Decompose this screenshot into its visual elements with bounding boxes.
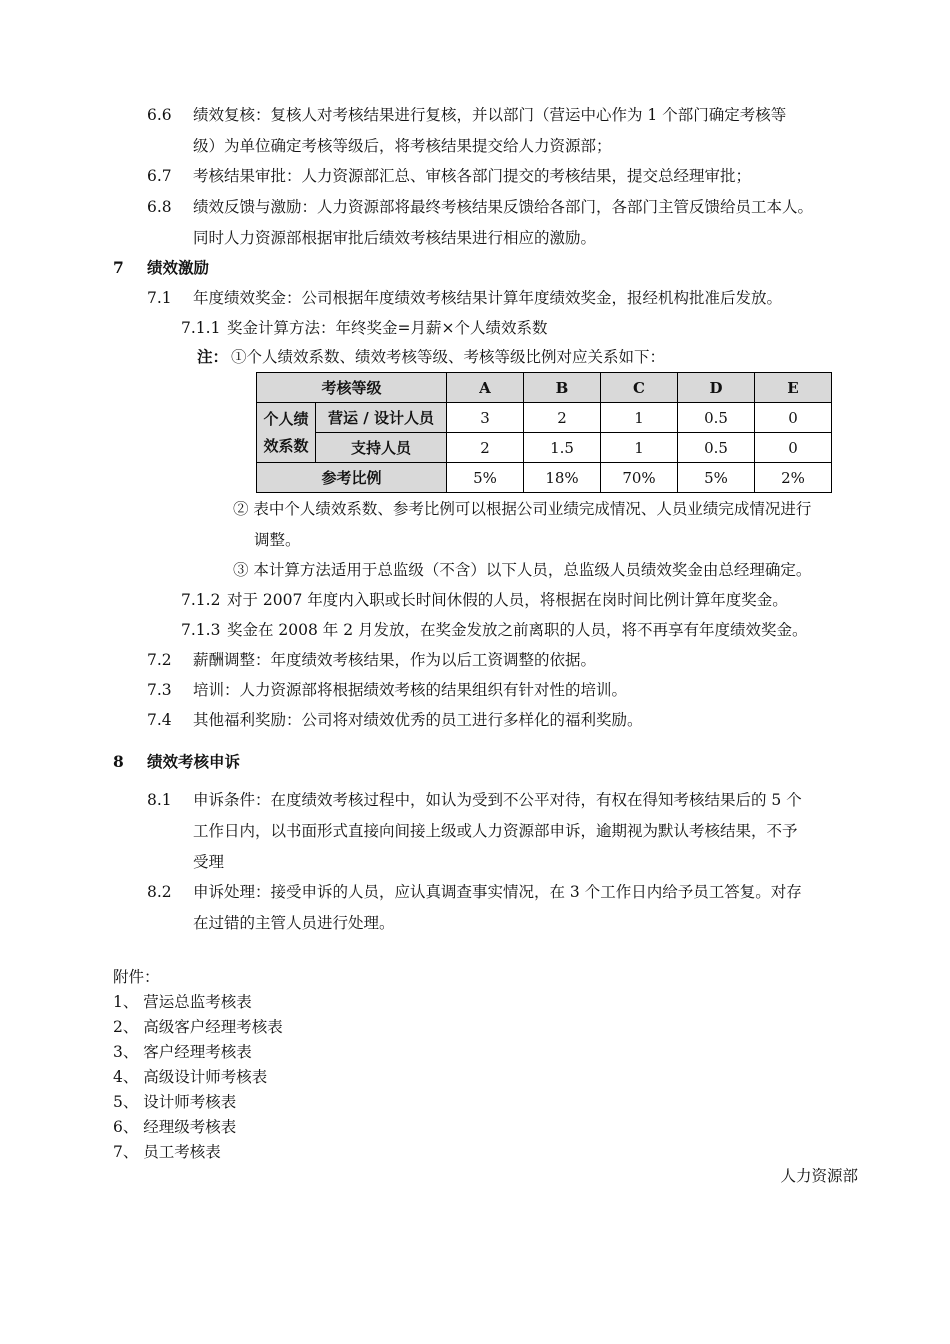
attachment-item: 7、 员工考核表 [113, 1143, 221, 1161]
clause-text: 申诉处理：接受申诉的人员，应认真调查事实情况，在 3 个工作日内给予员工答复。对存 [193, 883, 802, 901]
note-label: 注： [197, 347, 229, 366]
clause-number: 8.1 [147, 791, 172, 809]
attachment-item: 3、 客户经理考核表 [113, 1043, 252, 1061]
attachment-item: 5、 设计师考核表 [113, 1093, 237, 1111]
grade-header: C [601, 373, 678, 403]
table-cell: 0 [755, 403, 832, 433]
table-cell: 2 [447, 433, 524, 463]
clause-number: 7.3 [147, 681, 172, 699]
clause-text: 同时人力资源部根据审批后绩效考核结果进行相应的激励。 [193, 229, 597, 247]
section-title: 绩效激励 [147, 258, 210, 277]
clause-number: 8.2 [147, 883, 172, 901]
clause-number: 6.7 [147, 167, 172, 185]
table-cell: 70% [601, 463, 678, 493]
grade-header: E [755, 373, 832, 403]
row-label-ops-design: 营运 / 设计人员 [316, 403, 447, 433]
grade-header: B [524, 373, 601, 403]
clause-text: 绩效复核：复核人对考核结果进行复核，并以部门（营运中心作为 1 个部门确定考核等 [193, 106, 787, 124]
note-text: ①个人绩效系数、绩效考核等级、考核等级比例对应关系如下： [231, 348, 666, 366]
clause-text: 申诉条件：在度绩效考核过程中，如认为受到不公平对待，有权在得知考核结果后的 5 个 [193, 791, 802, 809]
table-cell: 3 [447, 403, 524, 433]
table-cell: 2 [524, 403, 601, 433]
table-cell: 1 [601, 403, 678, 433]
clause-number: 7.2 [147, 651, 172, 669]
grade-header: A [447, 373, 524, 403]
signature-department: 人力资源部 [780, 1167, 858, 1185]
coefficient-label-line: 效系数 [263, 436, 309, 455]
table-cell: 1 [601, 433, 678, 463]
clause-text: 工作日内，以书面形式直接向间接上级或人力资源部申诉，逾期视为默认考核结果，不予 [193, 822, 798, 840]
row-label-support: 支持人员 [316, 433, 447, 463]
grade-header-label: 考核等级 [257, 373, 447, 403]
section-number: 7 [113, 258, 124, 277]
table-cell: 1.5 [524, 433, 601, 463]
clause-text: 绩效反馈与激励：人力资源部将最终考核结果反馈给各部门，各部门主管反馈给员工本人。 [193, 198, 814, 216]
clause-number: 7.1.1 [181, 319, 221, 337]
clause-text: 级）为单位确定考核等级后，将考核结果提交给人力资源部； [193, 137, 612, 155]
table-cell: 0 [755, 433, 832, 463]
table-cell: 2% [755, 463, 832, 493]
clause-text: 在过错的主管人员进行处理。 [193, 914, 395, 932]
section-number: 8 [113, 752, 124, 771]
note-text: ③ 本计算方法适用于总监级（不含）以下人员，总监级人员绩效奖金由总经理确定。 [233, 561, 812, 579]
attachment-item: 6、 经理级考核表 [113, 1118, 237, 1136]
section-title: 绩效考核申诉 [147, 752, 241, 771]
clause-number: 6.6 [147, 106, 172, 124]
clause-number: 6.8 [147, 198, 172, 216]
table-cell: 0.5 [678, 403, 755, 433]
table-cell: 0.5 [678, 433, 755, 463]
clause-text: 培训：人力资源部将根据绩效考核的结果组织有针对性的培训。 [193, 681, 628, 699]
clause-number: 7.4 [147, 711, 172, 729]
clause-text: 受理 [193, 853, 225, 871]
attachment-item: 4、 高级设计师考核表 [113, 1068, 268, 1086]
clause-text: 考核结果审批：人力资源部汇总、审核各部门提交的考核结果，提交总经理审批； [193, 167, 752, 185]
attachment-item: 1、 营运总监考核表 [113, 993, 252, 1011]
clause-text: 对于 2007 年度内入职或长时间休假的人员，将根据在岗时间比例计算年度奖金。 [227, 591, 788, 609]
clause-text: 奖金计算方法：年终奖金=月薪×个人绩效系数 [227, 319, 548, 337]
ratio-label: 参考比例 [257, 463, 447, 493]
table-cell: 18% [524, 463, 601, 493]
clause-number: 7.1.2 [181, 591, 221, 609]
table-cell: 5% [447, 463, 524, 493]
clause-text: 年度绩效奖金：公司根据年度绩效考核结果计算年度绩效奖金，报经机构批准后发放。 [193, 289, 783, 307]
clause-number: 7.1.3 [181, 621, 221, 639]
coefficient-group-label [257, 403, 316, 463]
attachment-item: 2、 高级客户经理考核表 [113, 1018, 283, 1036]
attachments-label: 附件： [113, 968, 160, 986]
table-cell: 5% [678, 463, 755, 493]
note-text: 调整。 [254, 531, 301, 549]
note-text: ② 表中个人绩效系数、参考比例可以根据公司业绩完成情况、人员业绩完成情况进行 [233, 500, 812, 518]
grade-table [256, 372, 832, 493]
clause-text: 其他福利奖励：公司将对绩效优秀的员工进行多样化的福利奖励。 [193, 711, 643, 729]
clause-text: 薪酬调整：年度绩效考核结果，作为以后工资调整的依据。 [193, 651, 597, 669]
coefficient-label-line: 个人绩 [263, 410, 309, 429]
clause-number: 7.1 [147, 289, 172, 307]
grade-header: D [678, 373, 755, 403]
clause-text: 奖金在 2008 年 2 月发放，在奖金发放之前离职的人员，将不再享有年度绩效奖金。 [227, 621, 808, 639]
